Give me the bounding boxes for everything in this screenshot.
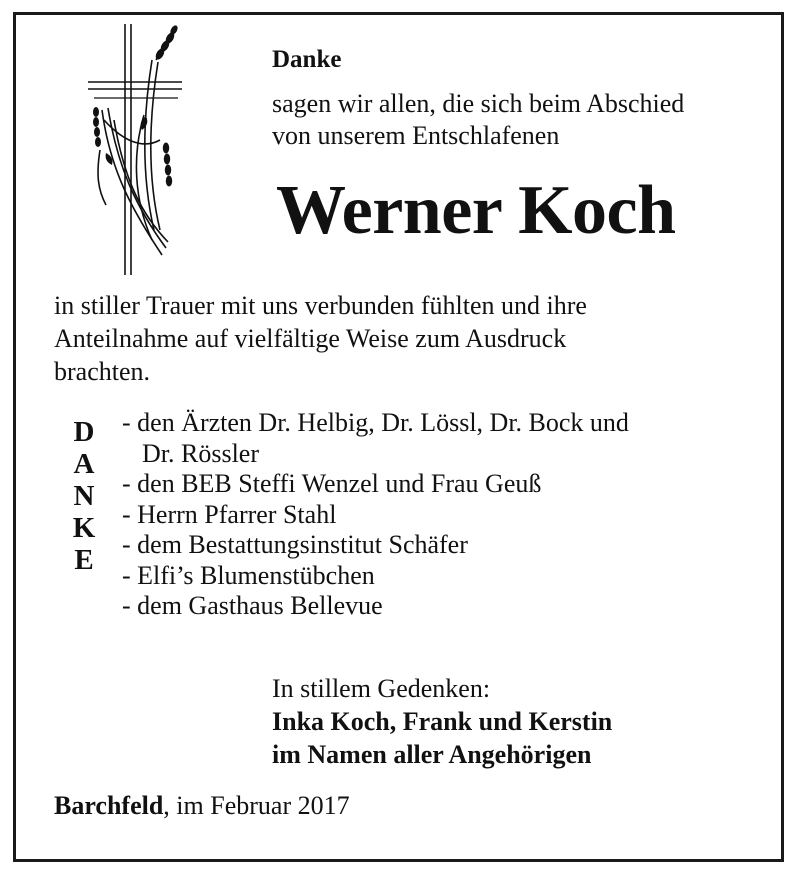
place-date-line [54,793,350,819]
body-line: in stiller Trauer mit uns verbunden fühlten und ihre [54,291,587,320]
thanks-item: - den BEB Steffi Wenzel und Frau Geuß [122,469,542,498]
thanks-item: - dem Bestattungsinstitut Schäfer [122,530,468,559]
acrostic-letter: N [73,480,95,512]
signers-line: Inka Koch, Frank und Kerstin [272,707,613,736]
acrostic-letter: K [72,512,96,544]
thanks-item: - Elfi’s Blumenstübchen [122,560,375,590]
deceased-name: Werner Koch [276,172,676,249]
body-line: brachten. [54,357,151,386]
body-line: Anteilnahme auf vielfältige Weise zum Ausdruck [54,324,567,353]
thanks-item [122,408,762,469]
thanks-item: - Herrn Pfarrer Stahl [122,499,337,529]
acrostic-danke [66,416,102,576]
cross-with-wheat-icon [82,20,192,282]
intro-line: sagen wir allen, die sich beim Abschied [272,89,685,118]
thanks-item-text: - den Ärzten Dr. Helbig, Dr. Lössl, Dr. Bock und [122,408,629,437]
acrostic-letter: E [74,544,94,576]
closing-intro: In stillem Gedenken: [272,674,491,703]
intro-line: von unserem Entschlafenen [272,121,560,150]
acrostic-letter: D [73,416,95,448]
acrostic-letter: A [73,448,95,480]
closing-block [272,672,612,771]
date-text: , im Februar 2017 [163,791,350,820]
thanks-list [122,408,762,622]
heading-danke: Danke [272,46,342,73]
thanks-item: - dem Gasthaus Bellevue [122,591,383,620]
place-name: Barchfeld [54,791,164,820]
thanks-item-continuation: Dr. Rössler [142,438,259,468]
body-text [54,289,754,388]
signers-line: im Namen aller Angehörigen [272,740,592,769]
intro-text [272,88,772,152]
